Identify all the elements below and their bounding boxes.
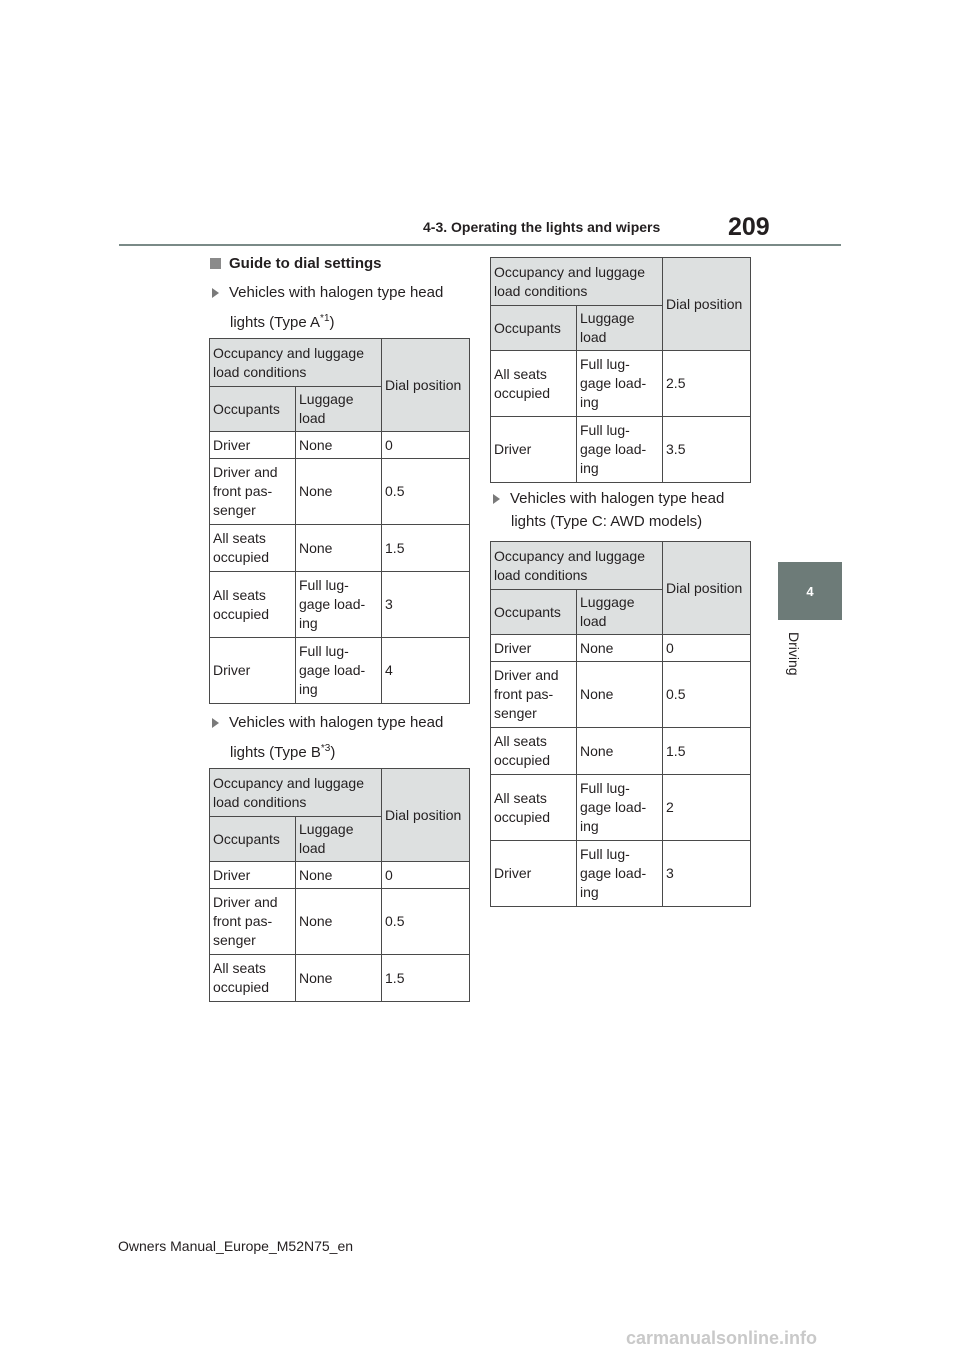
chapter-tab [778, 562, 842, 620]
header-conditions: Occupancy and luggage load conditions [491, 542, 663, 590]
header-dial: Dial position [663, 542, 751, 635]
chapter-label: Driving [786, 632, 802, 676]
header-luggage: Luggage load [296, 817, 382, 862]
footer-manual-id: Owners Manual_Europe_M52N75_en [118, 1238, 354, 1254]
table-row: Driver and front pas-senger None 0.5 [491, 662, 751, 728]
table-row: Driver and front pas-senger None 0.5 [210, 459, 470, 525]
header-luggage: Luggage load [577, 590, 663, 635]
table-row: All seats occupied Full lug-gage load-ing 3 [210, 572, 470, 638]
header-conditions: Occupancy and luggage load conditions [210, 339, 382, 387]
table-row: Driver and front pas-senger None 0.5 [210, 889, 470, 955]
chapter-number: 4 [806, 583, 814, 599]
header-occupants: Occupants [210, 387, 296, 432]
header-occupants: Occupants [491, 306, 577, 351]
page-number: 209 [728, 213, 770, 241]
header-divider [119, 244, 841, 246]
table-row: All seats occupied Full lug-gage load-ing 2 [491, 775, 751, 841]
table-row: All seats occupied None 1.5 [491, 728, 751, 775]
table-row: Driver Full lug-gage load-ing 3.5 [491, 417, 751, 483]
square-bullet-icon [210, 258, 221, 269]
table-row: Driver Full lug-gage load-ing 4 [210, 638, 470, 704]
header-conditions: Occupancy and luggage load conditions [210, 769, 382, 817]
header-conditions: Occupancy and luggage load conditions [491, 258, 663, 306]
table-row: Driver None 0 [210, 862, 470, 889]
triangle-bullet-icon [212, 718, 219, 728]
header-luggage: Luggage load [296, 387, 382, 432]
section-title-c: Vehicles with halogen type head lights (Type C: AWD models) [493, 486, 724, 532]
triangle-bullet-icon [212, 288, 219, 298]
dial-table-c [490, 541, 751, 907]
table-row: All seats occupied Full lug-gage load-ing 2.5 [491, 351, 751, 417]
triangle-bullet-icon [493, 494, 500, 504]
header-dial: Dial position [382, 339, 470, 432]
table-row: Driver None 0 [491, 635, 751, 662]
watermark: carmanualsonline.info [626, 1328, 818, 1348]
dial-table-b-part1 [209, 768, 470, 1002]
table-row: All seats occupied None 1.5 [210, 525, 470, 572]
section-title-a: Vehicles with halogen type head lights (Type $A^{*1}$) [212, 280, 443, 336]
section-title-b: Vehicles with halogen type head lights (Type $B^{*3}$) [212, 710, 443, 766]
guide-heading [210, 255, 382, 272]
header-occupants: Occupants [491, 590, 577, 635]
header-luggage: Luggage load [577, 306, 663, 351]
table-row: Driver None 0 [210, 432, 470, 459]
guide-heading-text: Guide to dial settings [229, 255, 382, 272]
section-title: 4-3. Operating the lights and wipers [423, 219, 661, 235]
table-row: All seats occupied None 1.5 [210, 955, 470, 1002]
header-dial: Dial position [382, 769, 470, 862]
dial-table-b-part2 [490, 257, 751, 483]
header-occupants: Occupants [210, 817, 296, 862]
header-dial: Dial position [663, 258, 751, 351]
dial-table-a [209, 338, 470, 704]
table-row: Driver Full lug-gage load-ing 3 [491, 841, 751, 907]
